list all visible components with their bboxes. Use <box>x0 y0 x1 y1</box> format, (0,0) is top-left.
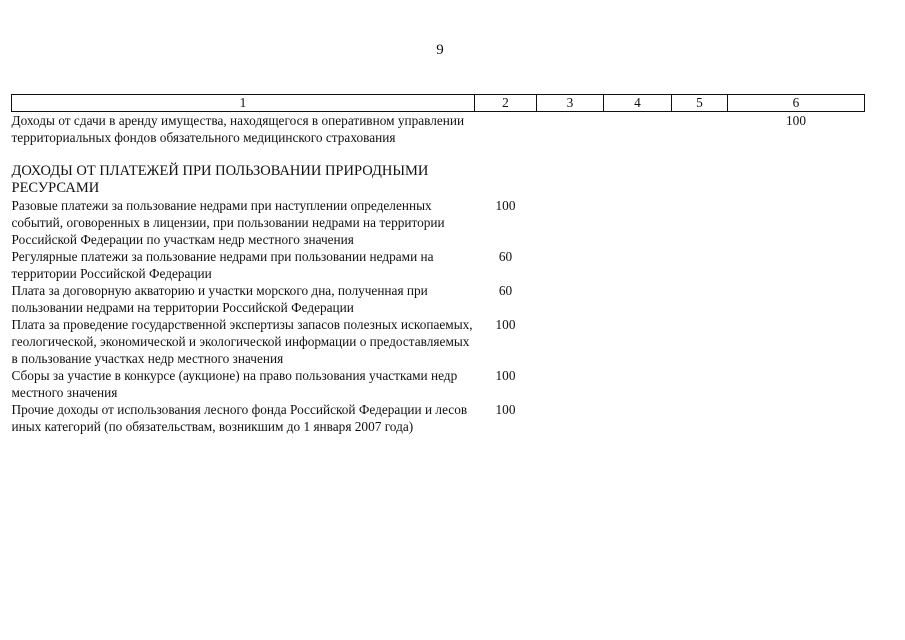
revenue-name: Плата за проведение государственной экспертизы запасов полезных ископаемых, геологической, экономической и экологической информации о предоставляемых в пользование участках недр местного значения <box>11 317 473 366</box>
revenue-name: Регулярные платежи за пользование недрами при пользовании недрами на территории Российской Федерации <box>11 249 434 281</box>
page-number: 9 <box>436 42 444 58</box>
column-6-value <box>728 248 865 282</box>
table-row <box>12 316 865 367</box>
column-2-value: 100 <box>495 198 516 213</box>
column-header-6: 6 <box>728 95 865 112</box>
column-header-3: 3 <box>537 95 604 112</box>
column-6-value <box>728 401 865 435</box>
revenue-name: Сборы за участие в конкурсе (аукционе) на право пользования участками недр местного значения <box>11 368 458 400</box>
revenue-name: Прочие доходы от использования лесного фонда Российской Федерации и лесов иных категорий (по обязательствам, возникшим до 1 января 2007 года) <box>11 402 468 434</box>
column-2-value: 100 <box>495 317 516 332</box>
column-2-value: 60 <box>498 283 513 298</box>
section-heading-row <box>12 146 865 197</box>
table-row <box>12 282 865 316</box>
column-6-value <box>728 282 865 316</box>
column-2-value: 60 <box>498 249 513 264</box>
table-row <box>12 112 865 147</box>
column-6-value: 100 <box>786 113 806 128</box>
revenue-allocation-table <box>11 94 865 435</box>
column-header-2: 2 <box>475 95 537 112</box>
column-6-value <box>728 367 865 401</box>
column-6-value <box>728 316 865 367</box>
table-row <box>12 197 865 248</box>
revenue-name: Разовые платежи за пользование недрами при наступлении определенных событий, оговоренных в лицензии, при пользовании недрами на территории Российской Федерации по участкам недр местного значения <box>11 198 445 247</box>
revenue-name: Плата за договорную акваторию и участки морского дна, полученная при пользовании недрами на территории Российской Федерации <box>11 283 428 315</box>
section-heading: ДОХОДЫ ОТ ПЛАТЕЖЕЙ ПРИ ПОЛЬЗОВАНИИ ПРИРОДНЫМИ РЕСУРСАМИ <box>11 163 429 196</box>
column-header-1: 1 <box>12 95 475 112</box>
column-6-value <box>728 197 865 248</box>
revenue-name: Доходы от сдачи в аренду имущества, находящегося в оперативном управлении территориальных фондов обязательного медицинского страхования <box>11 113 465 145</box>
column-number-header-row <box>12 95 865 112</box>
column-header-5: 5 <box>672 95 728 112</box>
table-row <box>12 248 865 282</box>
column-2-value: 100 <box>495 368 516 383</box>
column-header-4: 4 <box>604 95 672 112</box>
table-row <box>12 367 865 401</box>
column-2-value: 100 <box>495 402 516 417</box>
table-row <box>12 401 865 435</box>
column-2-value <box>475 112 537 147</box>
